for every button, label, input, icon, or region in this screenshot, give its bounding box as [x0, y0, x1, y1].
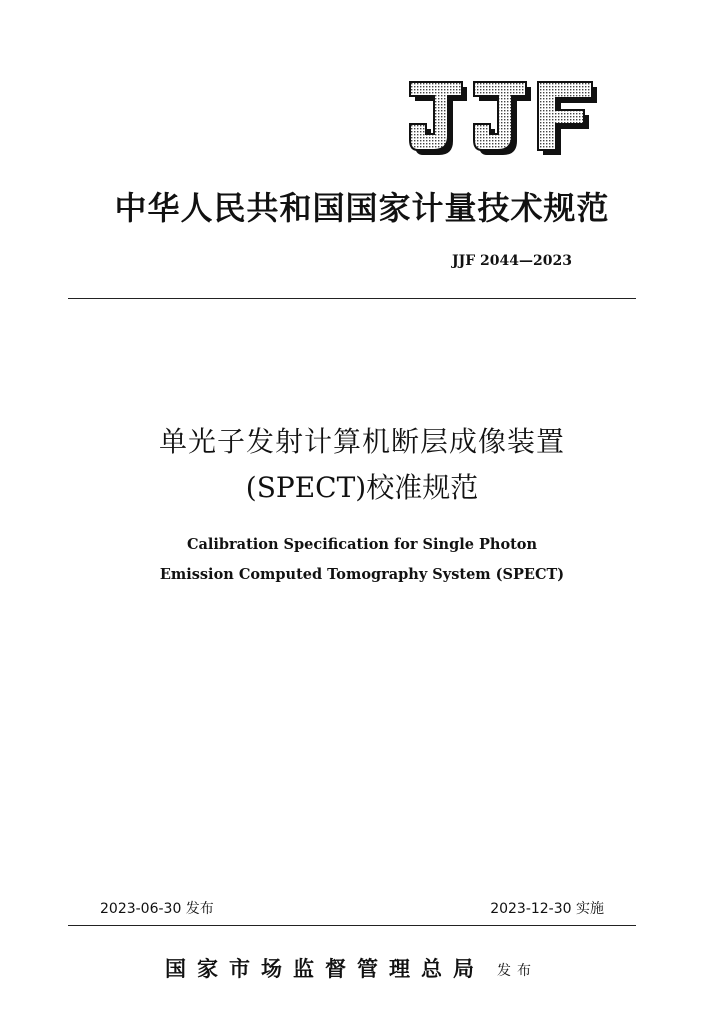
publish-label: 发布	[497, 963, 537, 979]
english-title-line-2: Emission Computed Tomography System (SPECT)	[159, 566, 565, 583]
english-title-line-1: Calibration Specification for Single Photon	[186, 536, 538, 553]
chinese-title-line-2: (SPECT)校准规范	[245, 471, 479, 504]
implementation-date: 2023-12-30 实施	[490, 901, 604, 917]
top-divider	[68, 298, 636, 299]
issue-date: 2023-06-30 发布	[100, 901, 214, 917]
publisher-name: 国家市场监督管理总局	[165, 956, 485, 981]
jjf-logo	[408, 80, 598, 156]
standard-title: 中华人民共和国国家计量技术规范	[114, 189, 610, 227]
bottom-divider	[68, 925, 636, 926]
standard-number: JJF 2044—2023	[452, 253, 572, 269]
chinese-title-line-1: 单光子发射计算机断层成像装置	[158, 425, 565, 458]
